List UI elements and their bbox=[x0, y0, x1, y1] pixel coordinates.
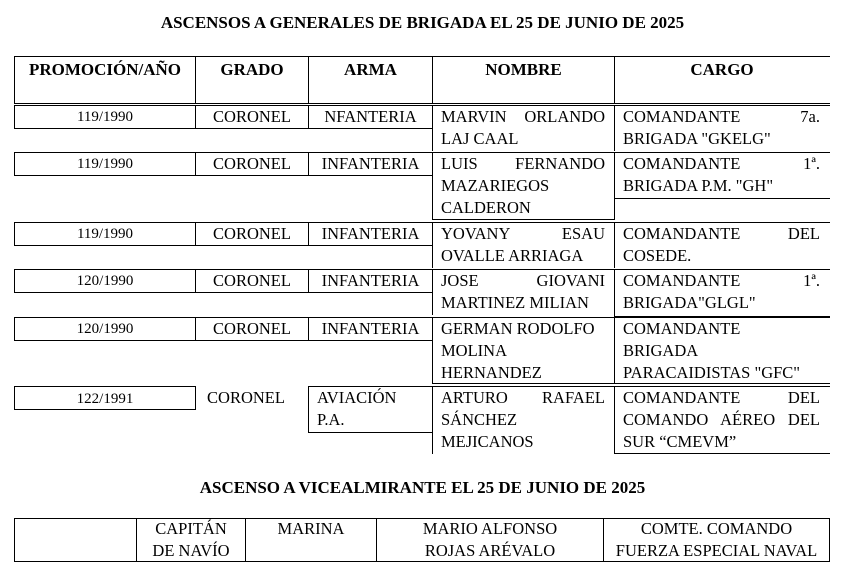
cargo-line: BRIGADA "GKELG" bbox=[623, 129, 771, 148]
cargo-line: COMANDANTE DEL bbox=[623, 224, 820, 243]
nombre-line: ARTURO RAFAEL bbox=[441, 388, 605, 407]
vice-nombre-line: MARIO ALFONSO bbox=[422, 519, 558, 538]
vice-grado-line: CAPITÁN bbox=[155, 519, 227, 538]
header-arma: ARMA bbox=[344, 60, 397, 79]
cargo-line: COSEDE. bbox=[623, 246, 692, 265]
nombre-line: MEJICANOS bbox=[441, 432, 534, 451]
nombre-line: LUIS FERNANDO bbox=[441, 154, 605, 173]
arma-line: P.A. bbox=[317, 410, 345, 429]
cargo-line: BRIGADA bbox=[623, 341, 699, 360]
vice-cargo-line: FUERZA ESPECIAL NAVAL bbox=[615, 541, 818, 560]
cargo-line: COMANDANTE DEL bbox=[623, 388, 820, 407]
grado: CORONEL bbox=[213, 271, 291, 290]
arma: INFANTERIA bbox=[321, 154, 420, 173]
cargo-line: COMANDANTE bbox=[623, 319, 741, 338]
cargo-line: BRIGADA"GLGL" bbox=[623, 293, 756, 312]
header-cargo: CARGO bbox=[690, 60, 754, 79]
promocion: 119/1990 bbox=[76, 156, 134, 172]
arma-line: AVIACIÓN bbox=[317, 388, 397, 407]
nombre-line: OVALLE ARRIAGA bbox=[441, 246, 584, 265]
vice-grado-line: DE NAVÍO bbox=[152, 541, 230, 560]
grado: CORONEL bbox=[213, 224, 291, 243]
cargo-line: COMANDANTE 7a. bbox=[623, 107, 820, 126]
grado: CORONEL bbox=[213, 319, 291, 338]
promocion: 120/1990 bbox=[76, 273, 134, 289]
promocion: 122/1991 bbox=[76, 391, 134, 407]
header-grado: GRADO bbox=[220, 60, 284, 79]
vice-cargo-line: COMTE. COMANDO bbox=[640, 519, 793, 538]
page-title: ASCENSOS A GENERALES DE BRIGADA EL 25 DE JUNIO DE 2025 bbox=[160, 13, 685, 32]
nombre-line: JOSE GIOVANI bbox=[441, 271, 605, 290]
grado: CORONEL bbox=[207, 388, 285, 407]
nombre-line: LAJ CAAL bbox=[441, 129, 519, 148]
cargo-line: COMANDANTE 1ª. bbox=[623, 271, 820, 290]
nombre-line: GERMAN RODOLFO bbox=[441, 319, 595, 338]
cargo-line: BRIGADA P.M. "GH" bbox=[623, 176, 774, 195]
nombre-line: MARVIN ORLANDO bbox=[441, 107, 605, 126]
grado: CORONEL bbox=[213, 107, 291, 126]
nombre-line: MOLINA bbox=[441, 341, 507, 360]
arma: INFANTERIA bbox=[321, 271, 420, 290]
arma: INFANTERIA bbox=[321, 224, 420, 243]
grado: CORONEL bbox=[213, 154, 291, 173]
arma: INFANTERIA bbox=[321, 319, 420, 338]
promocion: 119/1990 bbox=[76, 226, 134, 242]
promocion: 119/1990 bbox=[76, 109, 134, 125]
promocion-cell bbox=[14, 518, 137, 562]
nombre-line: YOVANY ESAU bbox=[441, 224, 605, 243]
cargo-line: SUR “CMEVM” bbox=[623, 432, 737, 451]
header-nombre: NOMBRE bbox=[485, 60, 562, 79]
vice-nombre-line: ROJAS ARÉVALO bbox=[424, 541, 556, 560]
cargo-line: COMANDANTE 1ª. bbox=[623, 154, 820, 173]
arma: NFANTERIA bbox=[324, 107, 417, 126]
nombre-line: MARTINEZ MILIAN bbox=[441, 293, 589, 312]
nombre-line: HERNANDEZ bbox=[441, 363, 542, 382]
nombre-line: MAZARIEGOS bbox=[441, 176, 550, 195]
vice-arma: MARINA bbox=[277, 519, 345, 538]
nombre-line: SÁNCHEZ bbox=[441, 410, 518, 429]
header-promocion: PROMOCIÓN/AÑO bbox=[28, 60, 182, 79]
cargo-line: COMANDO AÉREO DEL bbox=[623, 410, 820, 429]
promocion: 120/1990 bbox=[76, 321, 134, 337]
cargo-line: PARACAIDISTAS "GFC" bbox=[623, 363, 801, 382]
nombre-line: CALDERON bbox=[441, 198, 531, 217]
section-title: ASCENSO A VICEALMIRANTE EL 25 DE JUNIO DE 2025 bbox=[199, 478, 646, 497]
